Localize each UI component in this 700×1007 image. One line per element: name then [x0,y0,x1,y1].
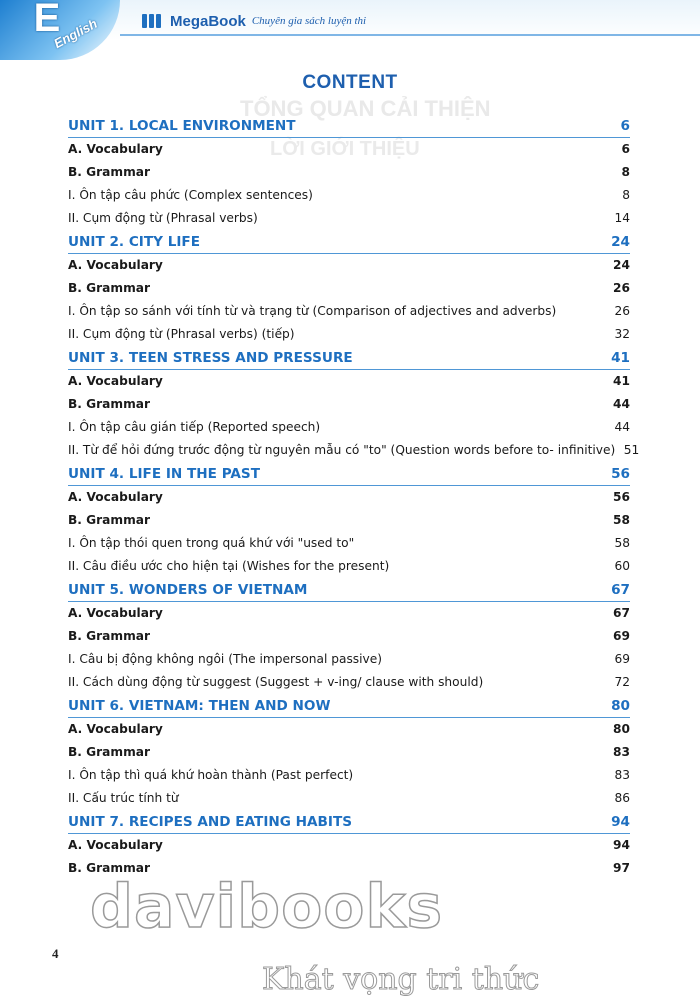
toc-unit-heading[interactable] [68,810,630,834]
toc-entry-page: 6 [621,142,630,156]
toc-entry-title: A. Vocabulary [68,838,163,852]
toc-subsection[interactable] [68,648,630,671]
toc-entry-page: 44 [614,420,630,434]
toc-entry-page: 80 [611,698,630,714]
english-badge [0,0,120,60]
toc-entry-page: 6 [620,118,630,134]
toc-subsection[interactable] [68,323,630,346]
toc-subsection[interactable] [68,184,630,207]
bleed-through-text: TỔNG QUAN CẢI THIỆN [240,96,491,121]
toc-section[interactable] [68,718,630,741]
toc-entry-title: II. Cụm động từ (Phrasal verbs) (tiếp) [68,327,295,341]
toc-entry-page: 69 [613,629,630,643]
toc-entry-page: 8 [621,165,630,179]
brand-slogan: Chuyên gia sách luyện thi [251,15,367,27]
toc-entry-page: 80 [613,722,630,736]
toc-subsection[interactable] [68,300,630,323]
toc-entry-title: A. Vocabulary [68,490,163,504]
toc-subsection[interactable] [68,439,640,462]
toc-entry-page: 94 [613,838,630,852]
toc-section[interactable] [68,741,630,764]
toc-unit-heading[interactable] [68,114,630,138]
toc-section[interactable] [68,834,630,857]
toc-entry-title: B. Grammar [68,513,151,527]
toc-entry-page: 24 [611,234,630,250]
toc-entry-page: 58 [613,513,630,527]
toc-subsection[interactable] [68,787,630,810]
toc-entry-page: 67 [611,582,630,598]
toc-entry-page: 69 [614,652,630,666]
toc-entry-title: A. Vocabulary [68,258,163,272]
badge-letter: E [33,0,61,40]
toc-entry-title: UNIT 2. CITY LIFE [68,234,201,250]
toc-entry-page: 83 [614,768,630,782]
toc-section[interactable] [68,254,630,277]
toc-entry-title: I. Ôn tập thì quá khứ hoàn thành (Past perfect) [68,768,354,782]
toc-entry-title: UNIT 5. WONDERS OF VIETNAM [68,582,308,598]
toc-subsection[interactable] [68,555,630,578]
toc-entry-page: 56 [613,490,630,504]
toc-unit-heading[interactable] [68,694,630,718]
toc-unit-heading[interactable] [68,346,630,370]
toc-entry-title: I. Ôn tập câu gián tiếp (Reported speech) [68,420,321,434]
toc-section[interactable] [68,370,630,393]
toc-entry-page: 51 [623,443,640,457]
toc-section[interactable] [68,277,630,300]
toc-entry-page: 86 [614,791,630,805]
toc-entry-page: 94 [611,814,630,830]
toc-entry-page: 14 [614,211,630,225]
toc-entry-page: 56 [611,466,630,482]
toc-entry-title: I. Câu bị động không ngôi (The impersonal passive) [68,652,383,666]
toc-section[interactable] [68,393,630,416]
toc-entry-title: A. Vocabulary [68,142,163,156]
toc-entry-page: 60 [614,559,630,573]
toc-entry-title: II. Câu điều ước cho hiện tại (Wishes for the present) [68,559,390,573]
table-of-contents [68,114,640,880]
header-divider [120,34,700,36]
toc-entry-title: UNIT 6. VIETNAM: THEN AND NOW [68,698,331,714]
toc-entry-title: B. Grammar [68,397,151,411]
toc-section[interactable] [68,486,630,509]
toc-subsection[interactable] [68,416,630,439]
toc-entry-title: B. Grammar [68,165,151,179]
megabook-logo-icon [142,14,168,28]
toc-entry-title: A. Vocabulary [68,374,163,388]
toc-entry-title: UNIT 7. RECIPES AND EATING HABITS [68,814,353,830]
toc-unit-heading[interactable] [68,462,630,486]
page-number: 4 [52,946,59,961]
toc-entry-title: A. Vocabulary [68,606,163,620]
toc-entry-title: B. Grammar [68,281,151,295]
toc-entry-title: B. Grammar [68,745,151,759]
toc-section[interactable] [68,161,630,184]
toc-entry-title: UNIT 3. TEEN STRESS AND PRESSURE [68,350,353,366]
bleed-through-text-2: LỜI GIỚI THIỆU [270,138,420,160]
toc-entry-title: I. Ôn tập câu phức (Complex sentences) [68,188,313,202]
toc-entry-page: 24 [613,258,630,272]
toc-unit-heading[interactable] [68,230,630,254]
toc-entry-page: 97 [613,861,630,875]
toc-entry-title: II. Cách dùng động từ suggest (Suggest + v-ing/ clause with should) [68,675,484,689]
toc-entry-page: 26 [614,304,630,318]
toc-subsection[interactable] [68,764,630,787]
toc-section[interactable] [68,625,630,648]
toc-entry-title: B. Grammar [68,861,151,875]
toc-entry-title: II. Từ để hỏi đứng trước động từ nguyên mẫu có "to" (Question words before to- infinitive) [68,443,616,457]
toc-entry-page: 41 [611,350,630,366]
toc-entry-page: 83 [613,745,630,759]
toc-entry-title: UNIT 4. LIFE IN THE PAST [68,466,260,482]
toc-section[interactable] [68,509,630,532]
toc-unit-heading[interactable] [68,578,630,602]
toc-entry-page: 58 [614,536,630,550]
toc-entry-page: 44 [613,397,630,411]
toc-entry-page: 41 [613,374,630,388]
toc-entry-title: B. Grammar [68,629,151,643]
brand [142,10,366,32]
watermark-name: davibooks [90,872,444,942]
toc-entry-page: 32 [614,327,630,341]
toc-section[interactable] [68,602,630,625]
toc-subsection[interactable] [68,532,630,555]
page-title: CONTENT [302,72,398,93]
toc-entry-title: UNIT 1. LOCAL ENVIRONMENT [68,118,296,134]
toc-entry-page: 67 [613,606,630,620]
toc-section[interactable] [68,138,630,161]
toc-entry-page: 8 [622,188,630,202]
toc-entry-title: I. Ôn tập thói quen trong quá khứ với "used to" [68,536,355,550]
toc-entry-title: II. Cụm động từ (Phrasal verbs) [68,211,258,225]
toc-entry-page: 72 [614,675,630,689]
toc-entry-title: I. Ôn tập so sánh với tính từ và trạng từ (Comparison of adjectives and adverbs) [68,304,557,318]
badge-word: English [51,15,100,52]
toc-subsection[interactable] [68,207,630,230]
toc-entry-page: 26 [613,281,630,295]
toc-entry-title: II. Cấu trúc tính từ [68,791,179,805]
toc-entry-title: A. Vocabulary [68,722,163,736]
watermark-slogan: Khát vọng tri thức [262,962,540,997]
brand-name: MegaBook [170,12,246,30]
toc-subsection[interactable] [68,671,630,694]
